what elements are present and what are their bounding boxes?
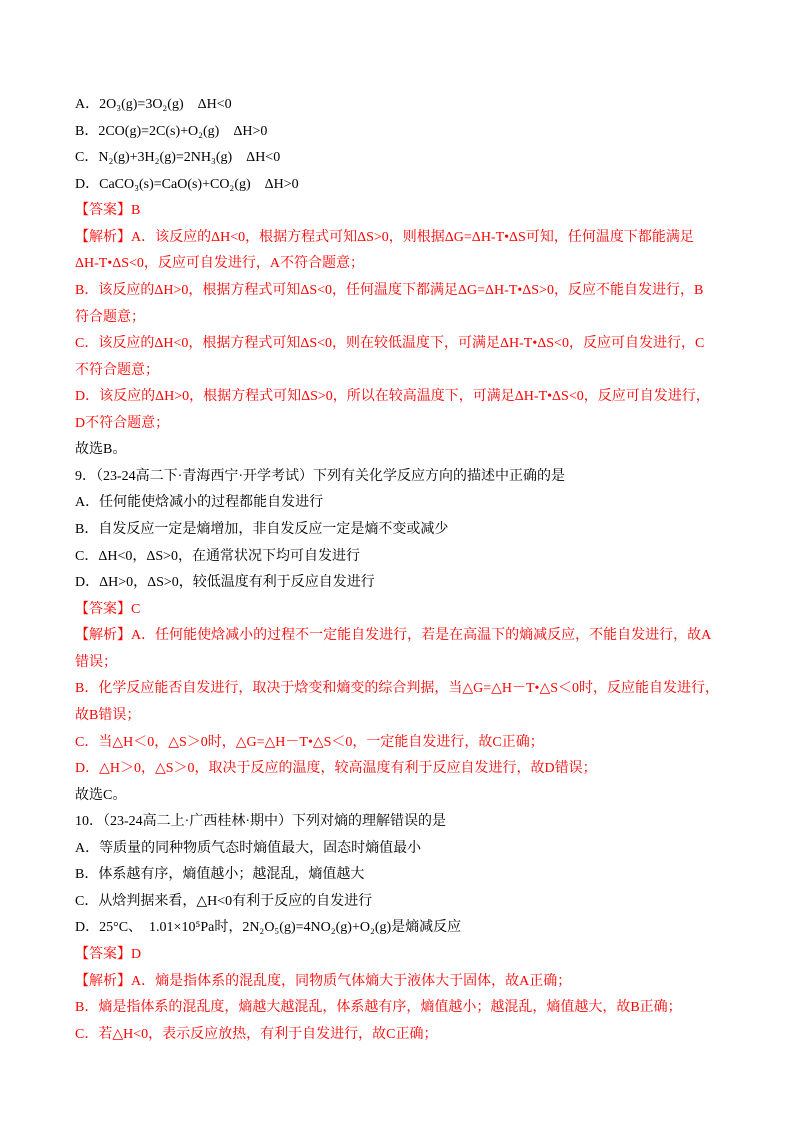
q8-option-c: C．N₂(g)+3H₂(g)=2NH₃(g) ΔH<0 xyxy=(75,150,281,166)
q9-option-d: D．ΔH>0，ΔS>0，较低温度有利于反应自发进行 xyxy=(75,575,375,591)
q9-option-c: C．ΔH<0，ΔS>0，在通常状况下均可自发进行 xyxy=(75,548,361,564)
q10-answer-label: 【答案】 xyxy=(75,947,131,962)
q9-analysis-line: C．当△H＜0，△S＞0时，△G=△H－T•△S＜0，一定能自发进行，故C正确； xyxy=(75,734,544,750)
q10-analysis-line: B．熵是指体系的混乱度，熵越大越混乱，体系越有序，熵值越小；越混乱，熵值越大，故B正确； xyxy=(75,1000,682,1016)
q8-analysis-line: 不符合题意； xyxy=(75,362,159,378)
q10-answer xyxy=(75,942,765,969)
q9-option-b: B．自发反应一定是熵增加，非自发反应一定是熵不变或减少 xyxy=(75,522,449,537)
q8-analysis-line: ΔH-T•ΔS<0，反应可自发进行，A不符合题意； xyxy=(75,256,365,272)
q8-answer-label: 【答案】 xyxy=(75,203,131,219)
q9-answer-value: C xyxy=(131,601,141,617)
q9-analysis-line: 错误； xyxy=(75,654,117,670)
q9-analysis-line: B．化学反应能否自发进行，取决于焓变和熵变的综合判据，当△G=△H－T•△S＜0时，反应能自发进行， xyxy=(75,681,719,697)
q8-analysis-line: D不符合题意； xyxy=(75,415,170,431)
q10-option-b: B．体系越有序，熵值越小；越混乱，熵值越大 xyxy=(75,867,365,883)
q10-option-a: A．等质量的同种物质气态时熵值最大，固态时熵值最小 xyxy=(75,840,422,856)
q9-answer xyxy=(75,597,765,624)
q8-option-b: B．2CO(g)=2C(s)+O₂(g) ΔH>0 xyxy=(75,123,268,139)
q8-option-a: A．2O₃(g)=3O₂(g) ΔH<0 xyxy=(75,97,232,112)
q8-conclusion: 故选B。 xyxy=(75,442,127,458)
q10-option-c: C．从焓判据来看，△H<0有利于反应的自发进行 xyxy=(75,893,373,909)
q9-option-a: A．任何能使焓减小的过程都能自发进行 xyxy=(75,495,324,511)
q8-analysis-line: 【解析】A．该反应的ΔH<0，根据方程式可知ΔS>0，则根据ΔG=ΔH-T•ΔS可知，任何温度下都能满足 xyxy=(75,229,694,245)
q8-analysis-line: B．该反应的ΔH>0，根据方程式可知ΔS<0，任何温度下都满足ΔG=ΔH-T•ΔS>0，反应不能自发进行，B xyxy=(75,282,704,298)
q8-answer-value: B xyxy=(131,203,141,219)
q9-analysis-line: 故B错误； xyxy=(75,707,141,723)
q9-stem: 9．（23-24高二下·青海西宁·开学考试）下列有关化学反应方向的描述中正确的是 xyxy=(75,468,565,484)
q10-answer-value: D xyxy=(131,947,142,962)
q9-answer-label: 【答案】 xyxy=(75,601,131,617)
page-content xyxy=(75,92,765,1048)
q10-analysis-line: C．若△H<0，表示反应放热，有利于自发进行，故C正确； xyxy=(75,1026,438,1042)
q8-analysis-line: 符合题意； xyxy=(75,309,145,325)
q8-option-d: D．CaCO₃(s)=CaO(s)+CO₂(g) ΔH>0 xyxy=(75,176,299,192)
q9-conclusion: 故选C。 xyxy=(75,787,127,803)
q9-analysis-line: 【解析】A．任何能使焓减小的过程不一定能自发进行，若是在高温下的熵减反应，不能自发进行，故A xyxy=(75,628,712,644)
q9-analysis-line: D．△H＞0，△S＞0，取决于反应的温度，较高温度有利于反应自发进行，故D错误； xyxy=(75,761,597,777)
q8-answer xyxy=(75,198,765,225)
q10-stem: 10．（23-24高二上·广西桂林·期中）下列对熵的理解错误的是 xyxy=(75,814,446,830)
q8-analysis-line: C．该反应的ΔH<0，根据方程式可知ΔS<0，则在较低温度下，可满足ΔH-T•ΔS<0，反应可自发进行，C xyxy=(75,336,705,352)
q10-option-d: D．25°C、 1.01×10⁵Pa时，2N₂O₅(g)=4NO₂(g)+O₂(g)是熵减反应 xyxy=(75,920,462,936)
q8-analysis-line: D．该反应的ΔH>0，根据方程式可知ΔS>0，所以在较高温度下，可满足ΔH-T•ΔS<0，反应可自发进行， xyxy=(75,389,710,405)
q10-analysis-line: 【解析】A．熵是指体系的混乱度，同物质气体熵大于液体大于固体，故A正确； xyxy=(75,973,572,989)
